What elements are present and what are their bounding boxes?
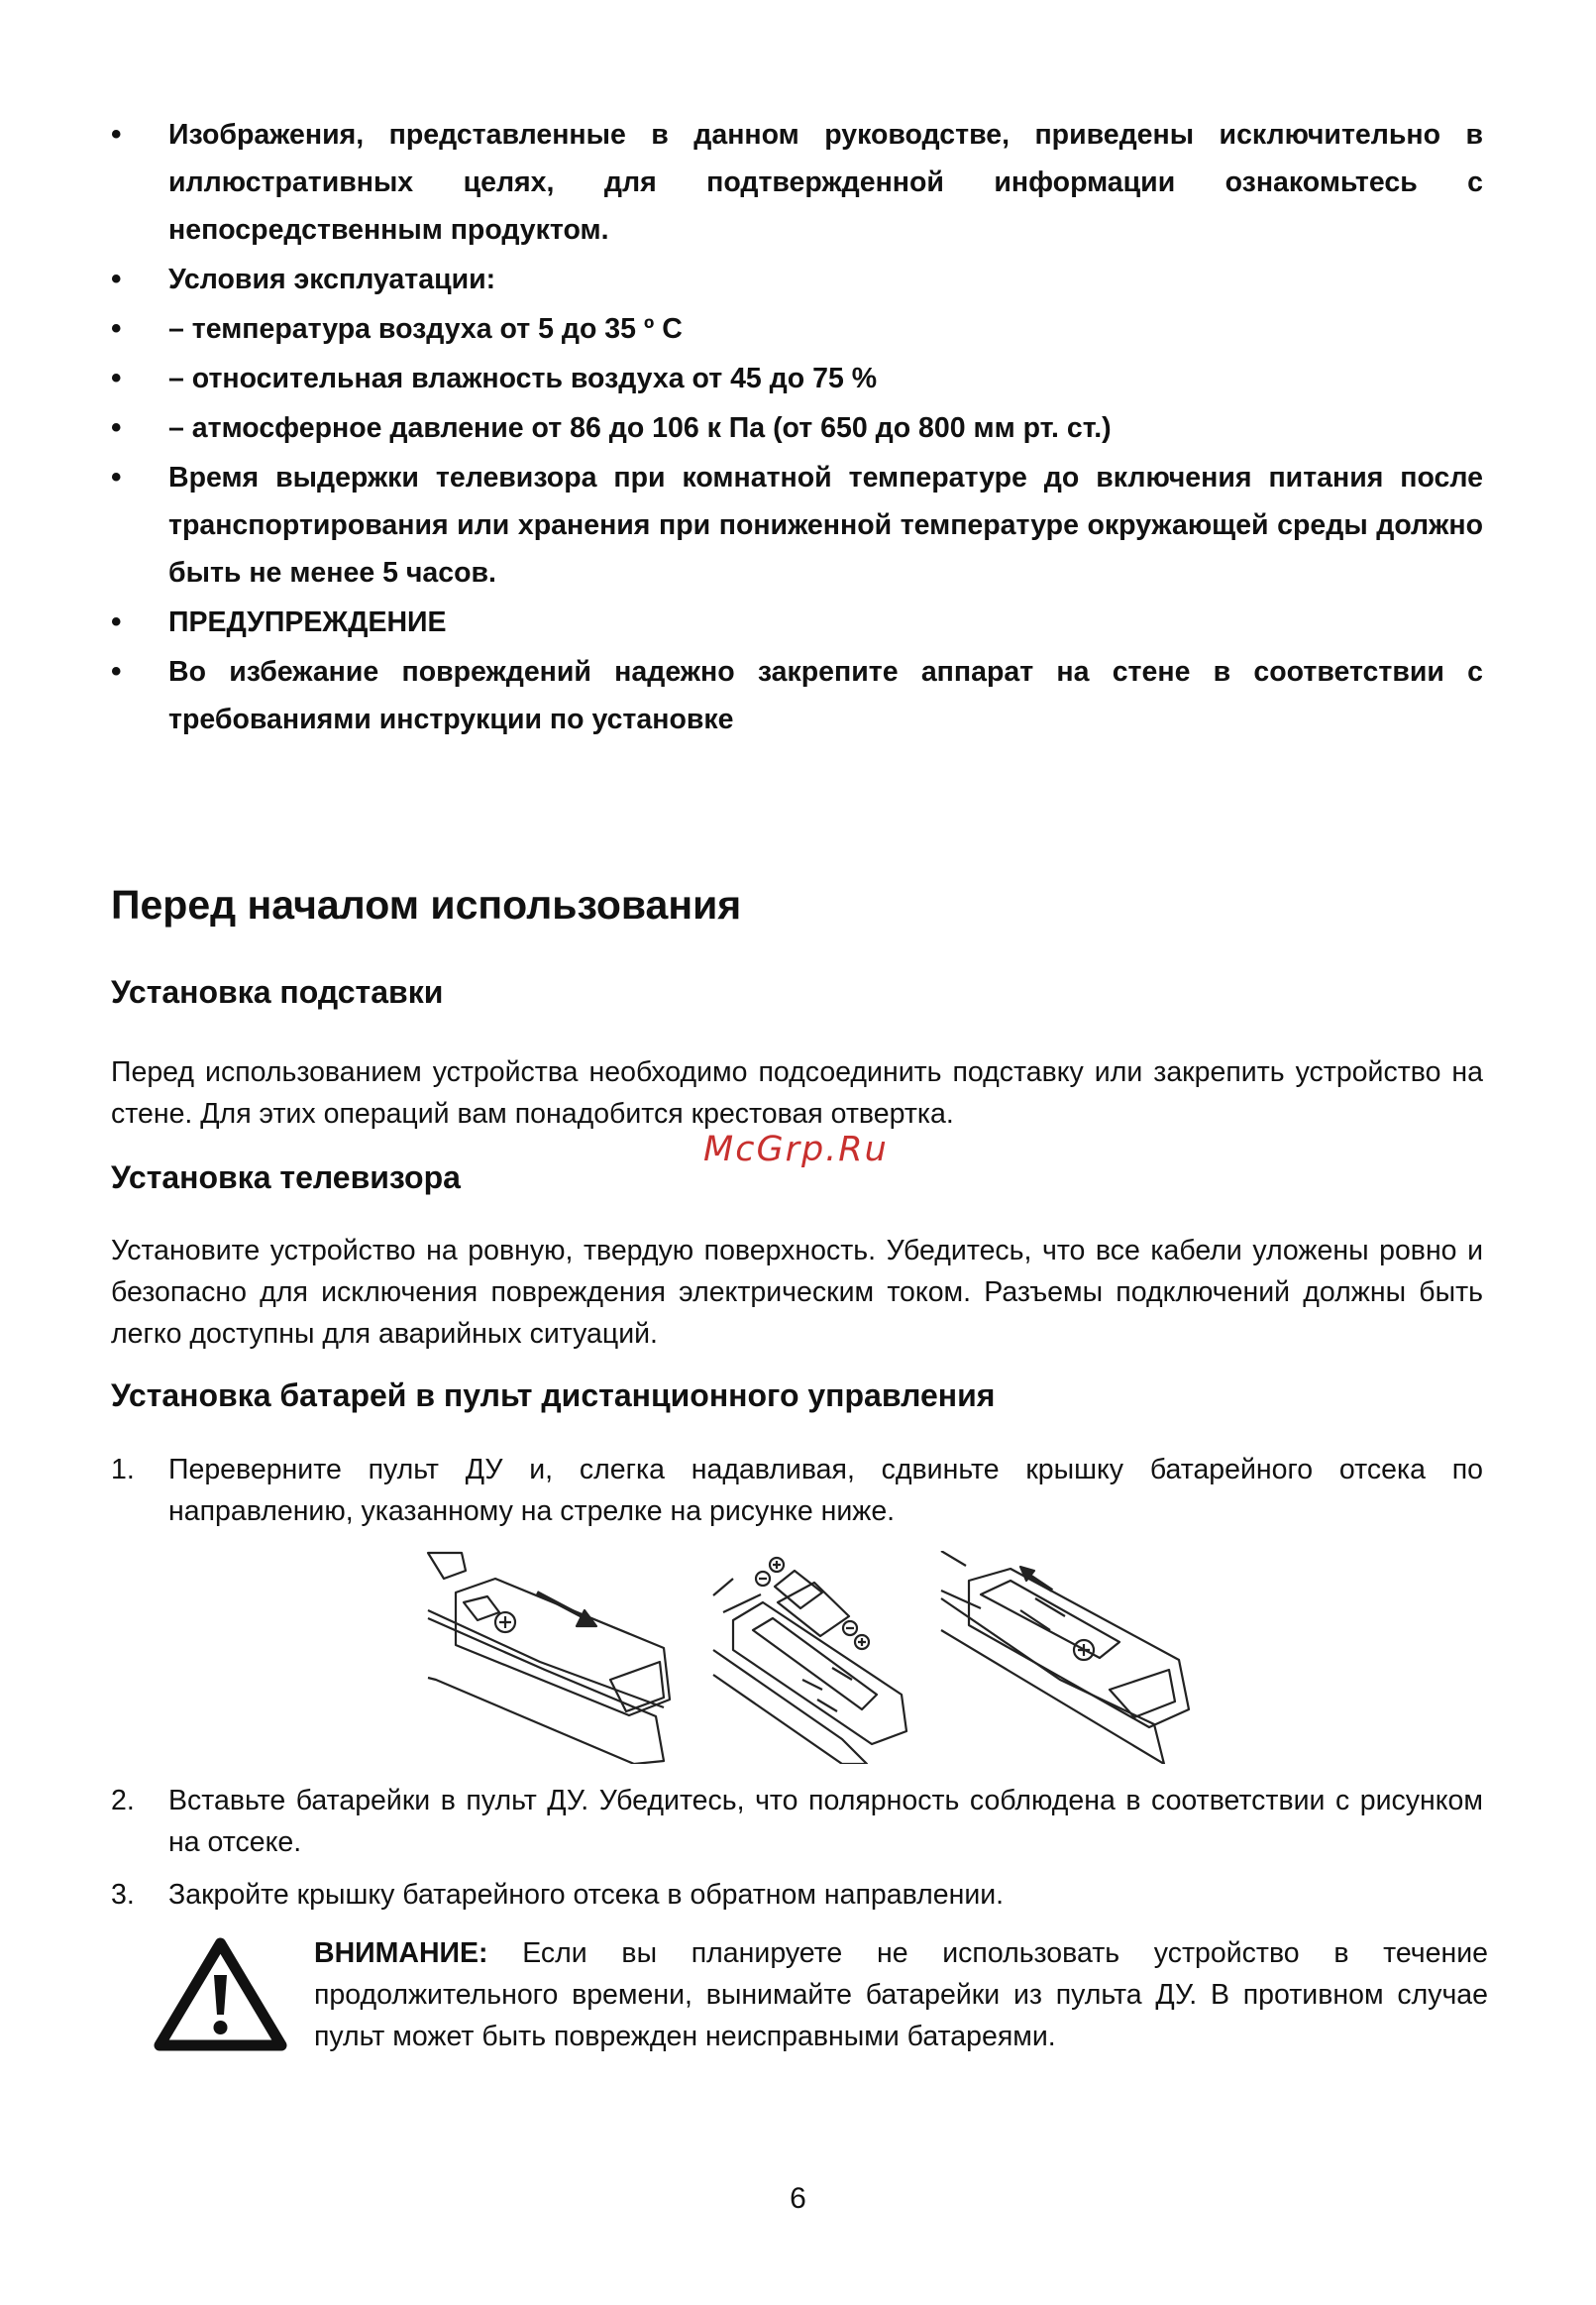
safety-bullet-list [111,111,1483,745]
section-title: Перед началом использования [111,882,742,928]
bullet-item: • – относительная влажность воздуха от 45 до 75 % [111,355,1483,402]
page-number: 6 [790,2182,806,2215]
watermark: McGrp.Ru [703,1130,889,1169]
remote-batteries-drawing [713,1558,906,1764]
warning-triangle-icon [154,1937,287,2051]
stand-paragraph: Перед использованием устройства необходимо подсоединить подставку или закрепить устройство на стене. Для этих операций вам понадобится крестовая отвертка. [111,1056,1483,1130]
bullet-item: • Условия эксплуатации: [111,256,1483,303]
step-text: Вставьте батарейки в пульт ДУ. Убедитесь, что полярность соблюдена в соответствии с рисунком на отсеке. [168,1785,1483,1858]
bullet-item: • Во избежание повреждений надежно закрепите аппарат на стене в соответствии с требованиями инструкции по установке [111,648,1483,743]
bullet-item: • ПРЕДУПРЕЖДЕНИЕ [111,599,1483,646]
warning-label: ВНИМАНИЕ: [314,1937,488,1969]
batteries-heading: Установка батарей в пульт дистанционного управления [111,1377,996,1413]
step-item [111,1874,1483,1916]
stand-heading: Установка подставки [111,974,444,1010]
step-number: 2. [111,1785,135,1816]
warning-text [314,1932,1488,2057]
step-number: 1. [111,1454,135,1485]
bullet-item: • Изображения, представленные в данном руководстве, приведены исключительно в иллюстративных целях, для подтвержденной информации ознакомьтесь с непосредственным продуктом. [111,111,1483,254]
step-item [111,1449,1483,1532]
step-text: Переверните пульт ДУ и, слегка надавливая, сдвиньте крышку батарейного отсека по направлению, указанному на стрелке на рисунке ниже. [168,1454,1483,1527]
step-text: Закройте крышку батарейного отсека в обратном направлении. [168,1879,1005,1911]
step-item [111,1780,1483,1863]
remote-cover-close-drawing [941,1551,1189,1764]
warning-body: Если вы планируете не использовать устройство в течение продолжительного времени, вынимайте батарейки из пульта ДУ. В противном случае пульт может быть поврежден неисправными батареями. [314,1937,1488,2052]
tv-heading: Установка телевизора [111,1159,461,1195]
bullet-item: • Время выдержки телевизора при комнатной температуре до включения питания после транспортирования или хранения при пониженной температуре окружающей среды должно быть не менее 5 часов. [111,454,1483,597]
tv-paragraph: Установите устройство на ровную, твердую поверхность. Убедитесь, что все кабели уложены ровно и безопасно для исключения повреждения электрическим током. Разъемы подключений должны быть легко доступны для аварийных ситуаций. [111,1235,1483,1350]
bullet-item: • – атмосферное давление от 86 до 106 к Па (от 650 до 800 мм рт. ст.) [111,404,1483,452]
step-number: 3. [111,1879,135,1911]
remote-cover-open-drawing [428,1553,670,1764]
bullet-item: • – температура воздуха от 5 до 35 º С [111,305,1483,353]
remote-battery-illustration [426,1551,1199,1764]
